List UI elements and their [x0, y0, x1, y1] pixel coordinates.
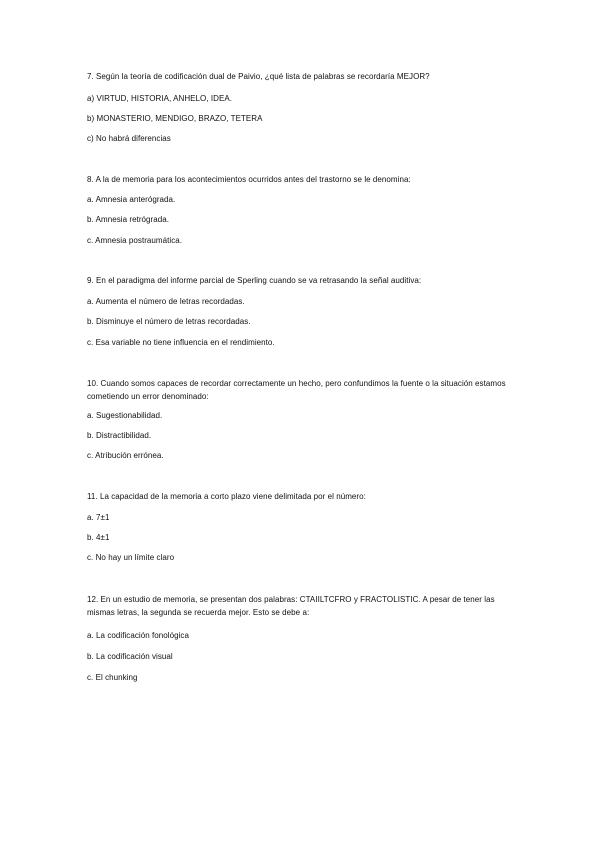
question-11-option-a: a. 7±1: [87, 513, 110, 522]
question-10-option-b: b. Distractibilidad.: [87, 431, 152, 440]
question-7-text: 7. Según la teoría de codificación dual de Paivio, ¿qué lista de palabras se recordaría MEJOR?: [87, 72, 430, 81]
question-9-option-c: c. Esa variable no tiene influencia en el rendimiento.: [87, 338, 275, 347]
question-8-option-b: b. Amnesia retrógrada.: [87, 215, 170, 224]
question-8-text: 8. A la de memoria para los acontecimientos ocurridos antes del trastorno se le denomina:: [87, 175, 411, 184]
question-8-option-a: a. Amnesia anterógrada.: [87, 195, 176, 204]
question-11-text: 11. La capacidad de la memoria a corto plazo viene delimitada por el número:: [87, 492, 366, 501]
question-7-option-c: c) No habrá diferencias: [87, 134, 171, 143]
question-12-option-b: b. La codificación visual: [87, 652, 173, 661]
question-7-option-b: b) MONASTERIO, MENDIGO, BRAZO, TETERA: [87, 114, 263, 123]
question-11-option-c: c. No hay un límite claro: [87, 553, 175, 562]
question-10-option-a: a. Sugestionabilidad.: [87, 411, 163, 420]
question-10-option-c: c. Atribución errónea.: [87, 451, 164, 460]
question-10-text: 10. Cuando somos capaces de recordar correctamente un hecho, pero confundimos la fuente o la situación estamos cometiendo un error denominado:: [87, 379, 506, 401]
question-8-option-c: c. Amnesia postraumática.: [87, 236, 183, 245]
question-12-option-c: c. El chunking: [87, 673, 138, 682]
question-11-option-b: b. 4±1: [87, 533, 110, 542]
question-9-option-a: a. Aumenta el número de letras recordadas.: [87, 297, 245, 306]
question-12-text: 12. En un estudio de memoria, se presentan dos palabras: CTAIILTCFRO y FRACTOLISTIC. A pesar de tener las mismas letras, la segunda se recuerda mejor. Esto se debe a:: [87, 595, 495, 617]
question-9-option-b: b. Disminuye el número de letras recordadas.: [87, 317, 251, 326]
question-7-option-a: a) VIRTUD, HISTORIA, ANHELO, IDEA.: [87, 94, 232, 103]
question-12-option-a: a. La codificación fonológica: [87, 631, 189, 640]
question-9-text: 9. En el paradigma del informe parcial de Sperling cuando se va retrasando la señal auditiva:: [87, 276, 422, 285]
